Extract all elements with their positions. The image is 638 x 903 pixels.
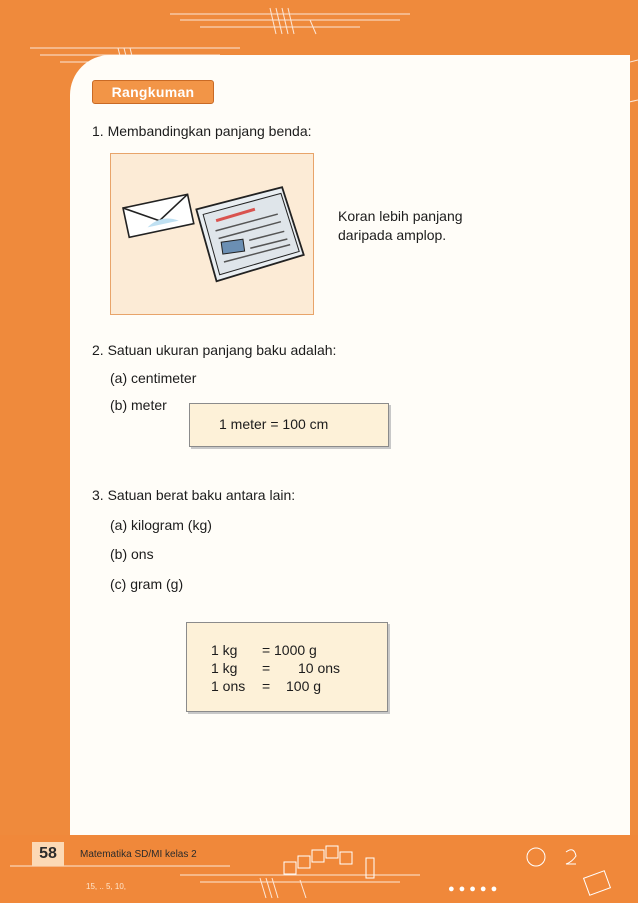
- weight-unit-gram: (c) gram (g): [110, 576, 184, 592]
- comparison-caption-line1: Koran lebih panjang: [338, 208, 463, 224]
- weight-conv-row-3-eq: =: [262, 678, 271, 694]
- weight-conv-row-1-eq: =: [262, 642, 271, 658]
- weight-unit-kilogram: (a) kilogram (kg): [110, 517, 212, 533]
- length-unit-meter: (b) meter: [110, 397, 167, 413]
- length-unit-centimeter: (a) centimeter: [110, 370, 197, 386]
- weight-conv-row-3-left: 1 ons: [211, 678, 246, 694]
- comparison-caption-line2: daripada amplop.: [338, 227, 447, 243]
- summary-badge: Rangkuman: [92, 80, 214, 104]
- section1-heading: 1. Membandingkan panjang benda:: [92, 123, 312, 139]
- meter-conversion-text: 1 meter = 100 cm: [219, 416, 329, 432]
- section2-heading: 2. Satuan ukuran panjang baku adalah:: [92, 342, 337, 358]
- weight-conv-row-3-right: 100 g: [286, 678, 322, 694]
- weight-conv-row-1-right: 1000 g: [274, 642, 317, 658]
- section3-heading: 3. Satuan berat baku antara lain:: [92, 487, 296, 503]
- weight-unit-ons: (b) ons: [110, 546, 154, 562]
- weight-conv-row-1-left: 1 kg: [211, 642, 238, 658]
- weight-conv-row-2-left: 1 kg: [211, 660, 238, 676]
- weight-conv-row-2-eq: =: [262, 660, 271, 676]
- decorative-dots: ●●●●●: [448, 883, 502, 895]
- number-sequence: 15, .. 5, 10,: [86, 882, 127, 891]
- weight-conv-row-2-right: 10 ons: [298, 660, 341, 676]
- book-title: Matematika SD/MI kelas 2: [80, 849, 197, 860]
- page-number: 58: [32, 842, 64, 866]
